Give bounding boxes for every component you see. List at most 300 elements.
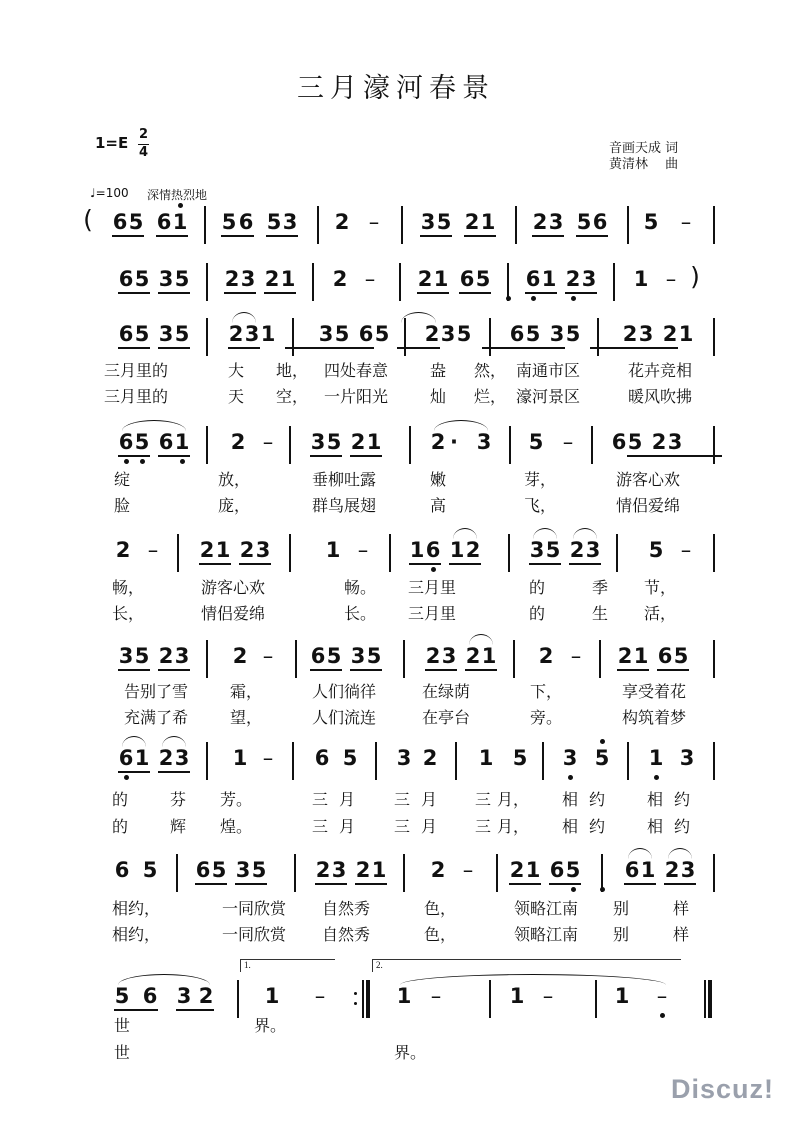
barline [206, 426, 208, 464]
note: 2 [430, 430, 446, 454]
octave-dot-low [600, 887, 605, 892]
note: 3 [318, 322, 334, 346]
eighth-underline [627, 455, 667, 457]
note: 1 [525, 858, 541, 882]
note: 6 [624, 858, 640, 882]
barline [542, 742, 544, 780]
slur [453, 528, 477, 539]
note: 2 [424, 322, 440, 346]
eighth-underline [228, 347, 260, 349]
eighth-underline [459, 292, 491, 294]
lyric-word: 烂， [473, 387, 507, 406]
barline [177, 534, 179, 572]
eighth-underline [565, 292, 597, 294]
octave-dot-low [568, 775, 573, 780]
lyric-word: 三月里的 [103, 361, 169, 380]
note: 6 [156, 210, 172, 234]
lyric-word: 霜， [229, 682, 263, 701]
lyric-word: 煌。 [219, 817, 253, 836]
barline [713, 206, 715, 244]
note: 1 [396, 984, 412, 1008]
note: 1 [648, 746, 664, 770]
note: 5 [174, 322, 190, 346]
note: 1 [409, 538, 425, 562]
octave-dot-low [140, 459, 145, 464]
note: 5 [643, 210, 659, 234]
lyric-word: 告别了雪 [123, 682, 189, 701]
barline [206, 318, 208, 356]
note: 3 [420, 210, 436, 234]
dash-extension: – [147, 538, 159, 562]
note: 5 [134, 322, 150, 346]
dash-extension: – [364, 267, 376, 291]
note: 1 [264, 984, 280, 1008]
lyric-word: 约 [673, 790, 691, 809]
dash-extension: – [680, 538, 692, 562]
lyric-word: 脸 [113, 496, 131, 515]
note: 2 [350, 430, 366, 454]
eighth-underline [221, 235, 254, 237]
eighth-underline [158, 347, 190, 349]
barline [404, 318, 406, 356]
lyric-word: 在亭台 [421, 708, 471, 727]
lyric-word: 的 [528, 604, 546, 623]
eighth-underline [449, 563, 481, 565]
dash-extension: – [357, 538, 369, 562]
barline [295, 640, 297, 678]
octave-dot-low [124, 459, 129, 464]
note: 2 [664, 858, 680, 882]
barline [403, 640, 405, 678]
note: 6 [238, 210, 254, 234]
lyric-word: 望， [229, 708, 263, 727]
eighth-underline [409, 563, 441, 565]
lyric-word: 约 [588, 790, 606, 809]
eighth-underline [315, 883, 347, 885]
lyric-word: 四处春意 [323, 361, 389, 380]
key-signature: 1=E [95, 134, 129, 152]
note: 6 [657, 644, 673, 668]
note: 1 [280, 267, 296, 291]
note: 3 [310, 430, 326, 454]
barline [713, 534, 715, 572]
barline [206, 263, 208, 301]
eighth-underline [350, 455, 382, 457]
note: 2 [334, 210, 350, 234]
note: 3 [158, 267, 174, 291]
dash-extension: – [314, 984, 326, 1008]
slur [469, 634, 493, 645]
octave-dot-low [571, 887, 576, 892]
lyric-word: 辉 [169, 817, 187, 836]
eighth-underline [417, 292, 449, 294]
note: 5 [565, 322, 581, 346]
barline [176, 854, 178, 892]
note: 2 [465, 644, 481, 668]
eighth-underline [334, 347, 374, 349]
note: 2 [565, 267, 581, 291]
note: 2 [569, 538, 585, 562]
eighth-underline [667, 455, 722, 457]
note: 1 [449, 538, 465, 562]
lyric-word: 情侣爱绵 [615, 496, 681, 515]
lyric-word: 三 [311, 817, 329, 836]
barline [206, 640, 208, 678]
augmentation-dot: · [450, 430, 458, 454]
lyric-word: 飞， [523, 496, 557, 515]
lyric-word: 一同欣赏 [221, 925, 287, 944]
note: 3 [118, 644, 134, 668]
lyric-word: 自然秀 [321, 925, 371, 944]
lyric-word: 芬 [169, 790, 187, 809]
note: 6 [112, 210, 128, 234]
lyric-word: 世 [113, 1016, 131, 1035]
dash-extension: – [262, 746, 274, 770]
eighth-underline [590, 347, 638, 349]
time-signature-top: 2 [139, 127, 149, 142]
note: 6 [549, 858, 565, 882]
barline [489, 980, 491, 1018]
slur [628, 848, 652, 859]
note: 3 [331, 858, 347, 882]
note: 2 [422, 746, 438, 770]
octave-dot-low [571, 296, 576, 301]
note: 1 [325, 538, 341, 562]
note: 3 [562, 746, 578, 770]
note: 2 [465, 538, 481, 562]
barline [399, 263, 401, 301]
eighth-underline [420, 235, 452, 237]
note: 2 [239, 538, 255, 562]
eighth-underline [532, 235, 564, 237]
octave-dot-low [660, 1013, 665, 1018]
dash-extension: – [262, 644, 274, 668]
eighth-underline [114, 1009, 158, 1011]
note: 1 [678, 322, 694, 346]
slur [533, 528, 557, 539]
lyric-word: 节， [643, 578, 677, 597]
eighth-underline [264, 292, 296, 294]
dash-extension: – [542, 984, 554, 1008]
lyric-word: 样 [672, 925, 690, 944]
slur [232, 312, 256, 323]
barline [289, 534, 291, 572]
lyric-word: 人们流连 [311, 708, 377, 727]
lyric-word: 月 [338, 817, 356, 836]
note: 2 [617, 644, 633, 668]
tempo-marking: ♩=100 [90, 186, 129, 200]
note: 2 [224, 267, 240, 291]
note: 1 [478, 746, 494, 770]
note: 1 [260, 322, 276, 346]
volta-label: 1. [244, 960, 251, 970]
note: 6 [459, 267, 475, 291]
barline [508, 534, 510, 572]
note: 5 [648, 538, 664, 562]
octave-dot-low [506, 296, 511, 301]
lyric-word: 三 [393, 817, 411, 836]
lyric-word: 自然秀 [321, 899, 371, 918]
eighth-underline [118, 771, 150, 773]
eighth-underline [549, 883, 581, 885]
note: 2 [199, 538, 215, 562]
barline [713, 318, 715, 356]
octave-dot-low [431, 567, 436, 572]
note: 5 [342, 746, 358, 770]
lyric-word: 暖风吹拂 [627, 387, 693, 406]
note: 5 [134, 644, 150, 668]
repeat-end-barline [354, 980, 374, 1018]
note: 1 [633, 644, 649, 668]
barline [292, 742, 294, 780]
note: 6 [611, 430, 627, 454]
eighth-underline [638, 347, 678, 349]
note: 3 [638, 322, 654, 346]
lyric-word: 三月里的 [103, 387, 169, 406]
note: 1 [480, 210, 496, 234]
barline [599, 640, 601, 678]
lyric-word: 约 [673, 817, 691, 836]
lyric-word: 构筑着梦 [621, 708, 687, 727]
note: 5 [673, 644, 689, 668]
note: 1 [371, 858, 387, 882]
note: 5 [565, 858, 581, 882]
note: 5 [545, 538, 561, 562]
barline [401, 206, 403, 244]
slur [573, 528, 597, 539]
note: 2 [158, 644, 174, 668]
note: 6 [195, 858, 211, 882]
lyric-word: 三月里 [407, 578, 457, 597]
slur [668, 848, 692, 859]
lyric-word: 世 [113, 1043, 131, 1062]
barline [627, 206, 629, 244]
lyric-word: 大 [227, 361, 245, 380]
note: 5 [134, 267, 150, 291]
barline [591, 426, 593, 464]
note: 6 [425, 538, 441, 562]
eighth-underline [664, 883, 696, 885]
barline [409, 426, 411, 464]
note: 6 [142, 984, 158, 1008]
note: 3 [679, 746, 695, 770]
slur [162, 736, 186, 747]
lyric-word: 盎 [429, 361, 447, 380]
dash-extension: – [262, 430, 274, 454]
note: 2 [228, 322, 244, 346]
lyric-word: 样 [672, 899, 690, 918]
barline [455, 742, 457, 780]
note: 1 [134, 746, 150, 770]
lyric-word: 相约， [111, 925, 161, 944]
eighth-underline [529, 563, 561, 565]
lyric-word: 约 [588, 817, 606, 836]
note: 1 [481, 644, 497, 668]
eighth-underline [525, 292, 557, 294]
watermark: Discuz! [670, 1074, 774, 1104]
note: 3 [158, 322, 174, 346]
lyric-word: 畅， [111, 578, 145, 597]
note: 2 [425, 644, 441, 668]
note: 1 [433, 267, 449, 291]
eighth-underline [355, 883, 387, 885]
lyric-word: 享受着花 [621, 682, 687, 701]
dash-extension: – [462, 858, 474, 882]
eighth-underline [285, 347, 334, 349]
lyric-word: 空， [275, 387, 309, 406]
eighth-underline [112, 235, 144, 237]
lyric-word: 在绿荫 [421, 682, 471, 701]
note: 2 [232, 644, 248, 668]
lyric-word: 灿 [429, 387, 447, 406]
barline [509, 426, 511, 464]
note: 6 [118, 322, 134, 346]
lyric-word: 三 [311, 790, 329, 809]
lyric-word: 嫩 [429, 470, 447, 489]
lyric-word: 三 [393, 790, 411, 809]
volta-bracket [372, 959, 681, 972]
note: 2 [532, 210, 548, 234]
slur [118, 974, 210, 985]
note: 3 [548, 210, 564, 234]
note: 1 [172, 210, 188, 234]
lyric-word: 一片阳光 [323, 387, 389, 406]
note: 2 [115, 538, 131, 562]
note: 1 [174, 430, 190, 454]
lyric-word: 相约， [111, 899, 161, 918]
lyric-word: 相 [646, 790, 664, 809]
dash-extension: – [680, 210, 692, 234]
expression-marking: 深情热烈地 [147, 188, 208, 202]
eighth-underline [397, 347, 440, 349]
barline [595, 980, 597, 1018]
parenthesis: ) [690, 262, 700, 291]
slur [122, 736, 146, 747]
lyric-word: 游客心欢 [615, 470, 681, 489]
lyric-word: 别 [612, 925, 630, 944]
eighth-underline [156, 235, 188, 237]
lyric-word: 南通市区 [515, 361, 581, 380]
note: 5 [128, 210, 144, 234]
lyric-word: 领略江南 [513, 899, 579, 918]
octave-dot-high [178, 203, 183, 208]
eighth-underline [158, 669, 190, 671]
note: 6 [158, 430, 174, 454]
note: 5 [211, 858, 227, 882]
note: 2 [622, 322, 638, 346]
eighth-underline [239, 563, 271, 565]
note: 5 [114, 984, 130, 1008]
lyric-word: 的 [111, 790, 129, 809]
lyric-word: 畅。 [343, 578, 377, 597]
lyric-word: 色， [423, 925, 457, 944]
eighth-underline [509, 883, 541, 885]
barline [312, 263, 314, 301]
note: 3 [240, 267, 256, 291]
note: 5 [627, 430, 643, 454]
eighth-underline [310, 669, 342, 671]
note: 3 [174, 644, 190, 668]
lyric-word: 相 [561, 817, 579, 836]
lyric-word: 一同欣赏 [221, 899, 287, 918]
dash-extension: – [562, 430, 574, 454]
eighth-underline [176, 1009, 214, 1011]
note: 5 [576, 210, 592, 234]
note: 1 [640, 858, 656, 882]
time-signature-bottom: 4 [139, 145, 149, 160]
note: 3 [440, 322, 456, 346]
note: 6 [525, 267, 541, 291]
note: 1 [232, 746, 248, 770]
note: 1 [633, 267, 649, 291]
lyric-word: 三月里 [407, 604, 457, 623]
lyric-word: 生 [591, 604, 609, 623]
lyric-word: 月 [420, 817, 438, 836]
slur [401, 312, 436, 323]
barline [713, 426, 715, 464]
barline [206, 742, 208, 780]
note: 1 [215, 538, 231, 562]
note: 6 [314, 746, 330, 770]
lyric-word: 下， [529, 682, 563, 701]
slur [122, 420, 186, 431]
lyric-word: 季 [591, 578, 609, 597]
eighth-underline [569, 563, 601, 565]
note: 2 [430, 858, 446, 882]
note: 6 [358, 322, 374, 346]
eighth-underline [266, 235, 298, 237]
octave-dot-high [600, 739, 605, 744]
lyric-word: 活， [643, 604, 677, 623]
barline [627, 742, 629, 780]
barline [237, 980, 239, 1018]
note: 6 [118, 746, 134, 770]
eighth-underline [158, 292, 190, 294]
lyric-word: 放， [217, 470, 251, 489]
note: 5 [594, 746, 610, 770]
octave-dot-low [531, 296, 536, 301]
note: 3 [235, 858, 251, 882]
note: 2 [464, 210, 480, 234]
dash-extension: – [570, 644, 582, 668]
lyric-word: 界。 [253, 1016, 287, 1035]
note: 2 [264, 267, 280, 291]
eighth-underline [617, 669, 649, 671]
note: 6 [509, 322, 525, 346]
lyric-word: 领略江南 [513, 925, 579, 944]
note: 6 [310, 644, 326, 668]
lyric-word: 天 [227, 387, 245, 406]
lyric-word: 三 [474, 790, 492, 809]
lyric-word: 群鸟展翅 [311, 496, 377, 515]
note: 6 [118, 267, 134, 291]
eighth-underline [482, 347, 525, 349]
note: 5 [436, 210, 452, 234]
note: 5 [326, 644, 342, 668]
note: 5 [221, 210, 237, 234]
note: 5 [528, 430, 544, 454]
eighth-underline [118, 669, 150, 671]
note: 6 [592, 210, 608, 234]
lyric-word: 绽 [113, 470, 131, 489]
note: 3 [176, 984, 192, 1008]
octave-dot-low [654, 775, 659, 780]
lyric-word: 月 [338, 790, 356, 809]
eighth-underline [158, 455, 190, 457]
lyric-word: 情侣爱绵 [200, 604, 266, 623]
eighth-underline [350, 669, 382, 671]
note: 3 [529, 538, 545, 562]
